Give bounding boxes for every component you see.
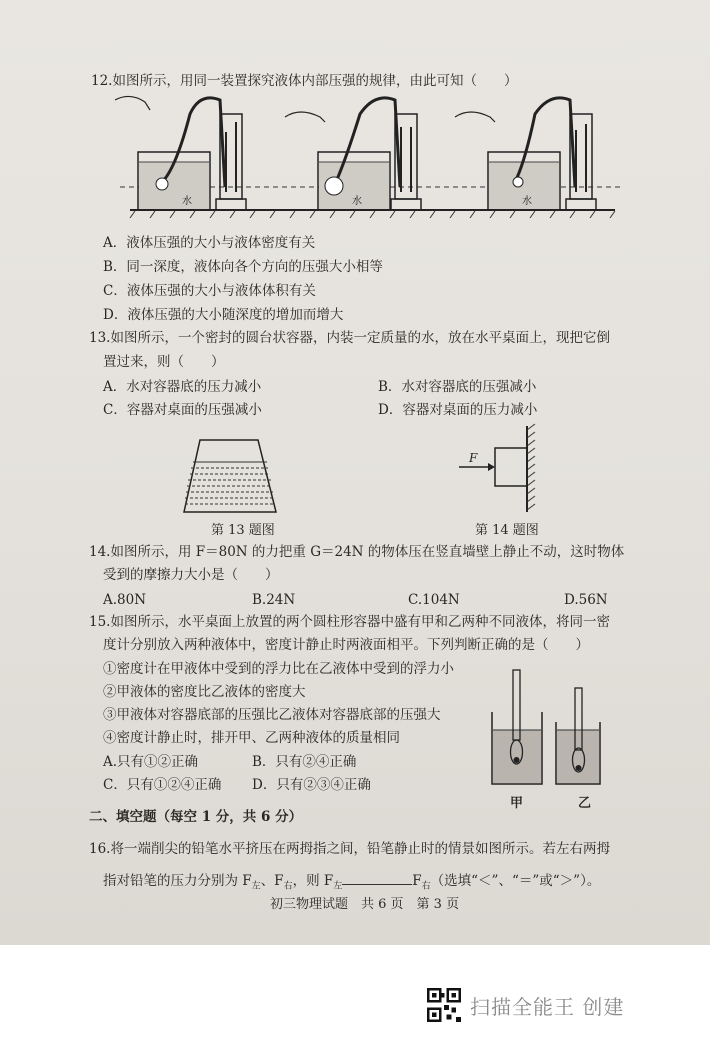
page-footer: 初三物理试题 共 6 页 第 3 页 [270, 897, 460, 912]
q14-option-b: B.24N [252, 592, 296, 608]
q12-option-c: C．液体压强的大小与液体体积有关 [103, 283, 316, 299]
q15-statement-3: ③甲液体对容器底部的压强比乙液体对容器底部的压强大 [103, 707, 441, 723]
q16-answer-blank[interactable] [342, 872, 412, 885]
q15-figure [488, 660, 608, 790]
q14-stem-line2: 受到的摩擦力大小是（ ） [103, 567, 279, 583]
q13-option-b: B．水对容器底的压强减小 [378, 379, 537, 395]
q13-stem-line2: 置过来，则（ ） [103, 354, 225, 370]
q14-option-d: D.56N [564, 592, 608, 608]
q15-statement-1: ①密度计在甲液体中受到的浮力比在乙液体中受到的浮力小 [103, 661, 454, 677]
q13-option-d: D．容器对桌面的压力减小 [378, 402, 538, 418]
q16-line2: 指对铅笔的压力分别为 $F_左$、$F_右$，则 $F_左$ $F_右$（选填“＜”、“＝”或“＞”）。 [103, 873, 601, 892]
q15-statement-2: ②甲液体的密度比乙液体的密度大 [103, 684, 306, 700]
q15-label-yi: 乙 [578, 796, 592, 811]
section2-title: 二、填空题（每空 1 分，共 6 分） [89, 809, 303, 825]
qr-code-icon [427, 988, 461, 1022]
q13-option-a: A．水对容器底的压力减小 [103, 379, 262, 395]
q15-stem-line1: 15.如图所示，水平桌面上放置的两个圆柱形容器中盛有甲和乙两种不同液体，将同一密 [89, 614, 610, 630]
q15-stem-line2: 度计分别放入两种液体中，密度计静止时两液面相平。下列判断正确的是（ ） [103, 637, 589, 653]
q12-figure [120, 92, 620, 222]
q14-option-c: C.104N [408, 592, 460, 608]
q12-water-label-2: 水 [352, 196, 362, 207]
q13-stem-line1: 13.如图所示，一个密封的圆台状容器，内装一定质量的水，放在水平桌面上，现把它倒 [89, 330, 610, 346]
q15-label-jia: 甲 [510, 796, 524, 811]
q15-option-b: B．只有②④正确 [252, 754, 357, 770]
q12-water-label-3: 水 [522, 196, 532, 207]
q13-figure [180, 438, 280, 514]
q14-stem-line1: 14.如图所示，用 F＝80N 的力把重 G＝24N 的物体压在竖直墙壁上静止不动，这时物体 [89, 544, 625, 560]
q14-force-label: F [469, 451, 478, 465]
q15-option-c: C．只有①②④正确 [103, 777, 222, 793]
q12-water-label-1: 水 [182, 196, 192, 207]
q12-option-a: A．液体压强的大小与液体密度有关 [103, 235, 316, 251]
q13-figure-caption: 第 13 题图 [211, 523, 275, 538]
q14-figure-caption: 第 14 题图 [475, 523, 539, 538]
q15-option-d: D．只有②③④正确 [252, 777, 371, 793]
q12-option-b: B．同一深度，液体向各个方向的压强大小相等 [103, 259, 383, 275]
q12-stem: 12.如图所示，用同一装置探究液体内部压强的规律，由此可知（ ） [91, 73, 518, 89]
q15-option-a: A.只有①②正确 [103, 754, 199, 770]
q14-option-a: A.80N [103, 592, 147, 608]
q13-option-c: C．容器对桌面的压强减小 [103, 402, 262, 418]
q14-figure [455, 424, 565, 514]
q12-option-d: D．液体压强的大小随深度的增加而增大 [103, 307, 344, 323]
scanner-watermark-text: 扫描全能王 创建 [470, 995, 625, 1019]
q15-statement-4: ④密度计静止时，排开甲、乙两种液体的质量相同 [103, 730, 400, 746]
q16-line1: 16.将一端削尖的铅笔水平挤压在两拇指之间，铅笔静止时的情景如图所示。若左右两拇 [89, 841, 610, 857]
